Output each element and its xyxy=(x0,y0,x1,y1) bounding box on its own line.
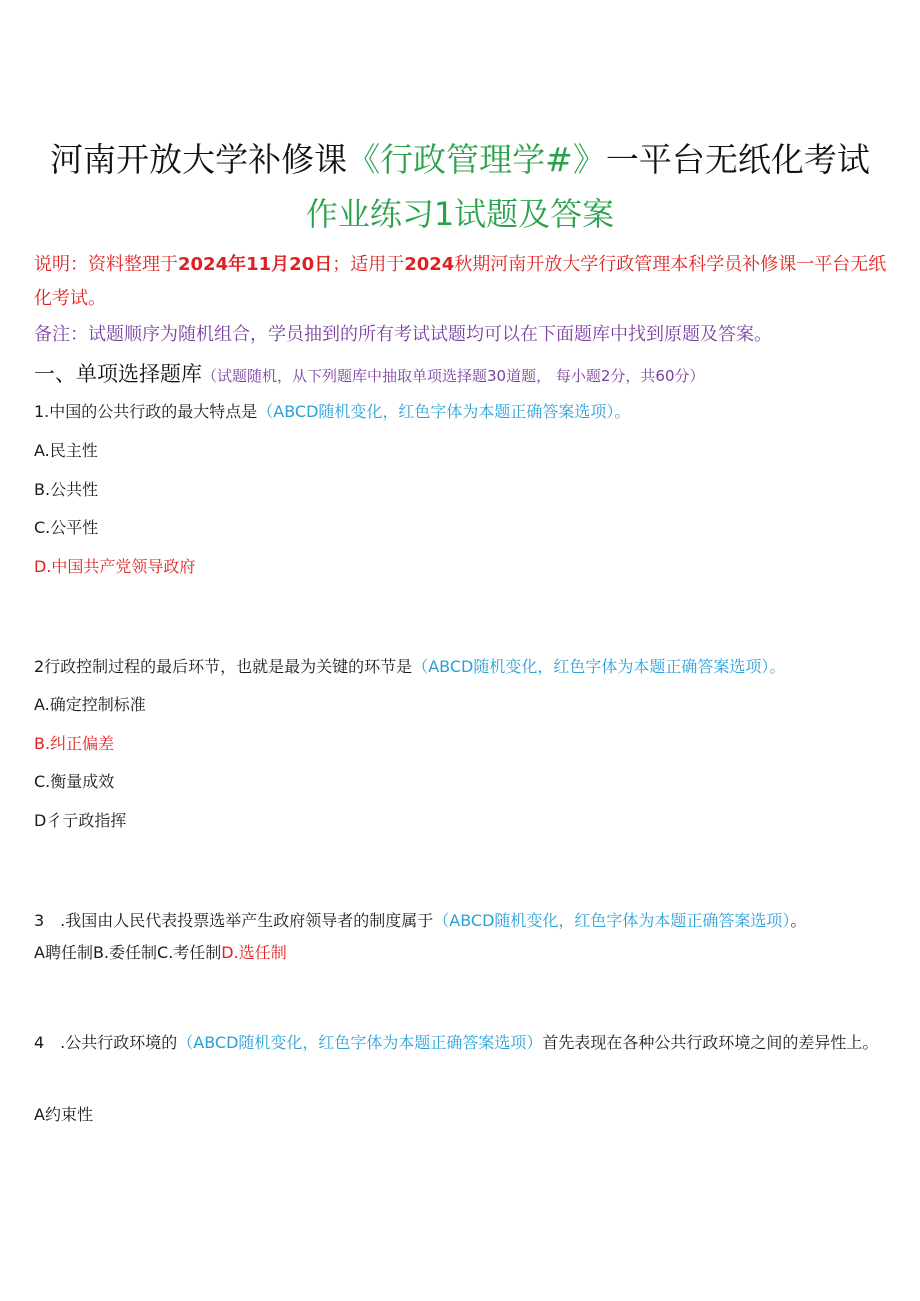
q2-option-c: C.衡量成效 xyxy=(34,772,115,791)
title-suffix: 一平台无纸化考试 xyxy=(605,140,870,179)
question-stem: 4 .公共行政环境的 xyxy=(34,1033,178,1052)
q3-option-b: B.委任制 xyxy=(92,943,158,962)
document-subtitle: 作业练习1试题及答案 xyxy=(305,195,615,233)
q3-option-a: A聘任制 xyxy=(34,943,93,962)
note-date: 2024年11月20日 xyxy=(178,254,333,275)
q1-option-d-correct: D.中国共产党领导政府 xyxy=(34,557,196,576)
note-year: 2024 xyxy=(404,254,455,275)
q3-option-d-correct: D.选任制 xyxy=(221,943,287,962)
remark-note: 备注：试题顺序为随机组合，学员抽到的所有考试试题均可以在下面题库中找到原题及答案。 xyxy=(34,324,772,345)
q3-option-c: C.考任制 xyxy=(157,943,222,962)
question-2 xyxy=(34,655,894,679)
note-text-1: 说明：资料整理于 xyxy=(34,254,178,275)
section-heading xyxy=(34,358,894,392)
question-1 xyxy=(34,400,894,424)
answer-hint: （ABCD随机变化，红色字体为本题正确答案选项） xyxy=(257,402,615,421)
q2-option-d: D彳亍政指挥 xyxy=(34,811,127,830)
explanation-note xyxy=(34,248,894,316)
answer-hint: （ABCD随机变化，红色字体为本题正确答案选项） xyxy=(177,1033,543,1052)
question-stem: 2行政控制过程的最后环节，也就是最为关键的环节是 xyxy=(34,657,413,676)
q2-option-a: A.确定控制标准 xyxy=(34,695,146,714)
question-stem-rest: 首先表现在各种公共行政环境之间的差异性上。 xyxy=(542,1033,879,1052)
question-3 xyxy=(34,909,894,933)
question-end: 。 xyxy=(614,402,631,421)
q1-option-b: B.公共性 xyxy=(34,480,99,499)
question-stem: 1.中国的公共行政的最大特点是 xyxy=(34,402,258,421)
question-stem: 3 .我国由人民代表投票选举产生政府领导者的制度属于 xyxy=(34,911,434,930)
q1-option-c: C.公平性 xyxy=(34,518,99,537)
note-text-2: ；适用于 xyxy=(332,254,405,275)
answer-hint: （ABCD随机变化，红色字体为本题正确答案选项） xyxy=(412,657,770,676)
document-title xyxy=(0,138,920,182)
q1-option-a: A.民主性 xyxy=(34,441,98,460)
section-title: 一、单项选择题库 xyxy=(34,362,202,386)
note-text-3: 秋期河南开放大学行政管理本科学员补修课一平台无纸化考试。 xyxy=(34,254,887,309)
answer-hint: （ABCD随机变化，红色字体为本题正确答案选项） xyxy=(433,911,791,930)
question-4 xyxy=(34,1026,894,1060)
question-end: 。 xyxy=(790,911,807,930)
title-course-name: 《行政管理学#》 xyxy=(347,140,606,179)
q2-option-b-correct: B.纠正偏差 xyxy=(34,734,115,753)
q3-options xyxy=(34,941,894,965)
question-end: 。 xyxy=(769,657,786,676)
q4-option-a: A约束性 xyxy=(34,1105,93,1124)
section-subtitle: （试题随机，从下列题库中抽取单项选择题30道题， 每小题2分，共60分） xyxy=(202,367,705,385)
title-prefix: 河南开放大学补修课 xyxy=(50,140,348,179)
